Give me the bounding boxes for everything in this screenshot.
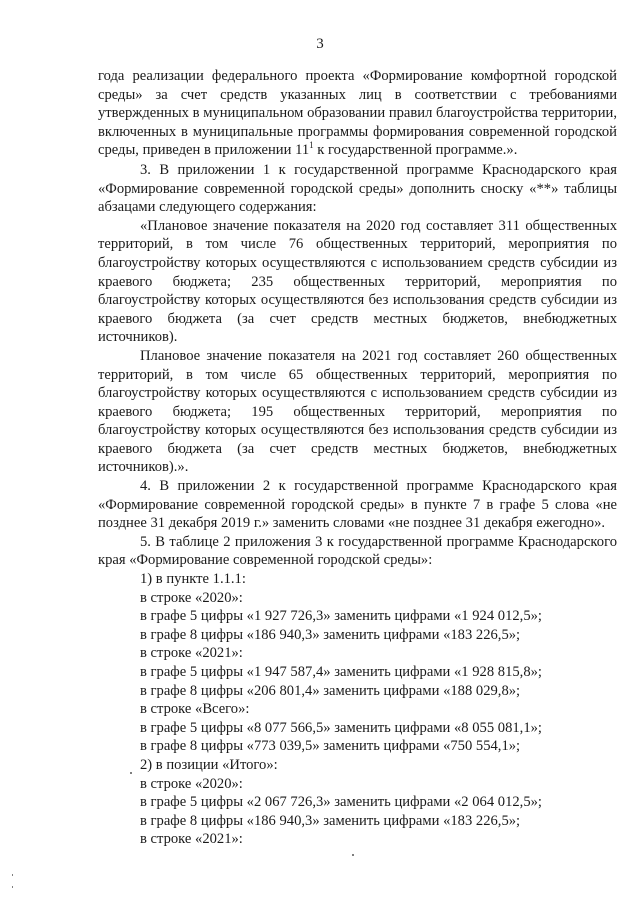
item-5-line: в графе 5 цифры «8 077 566,5» заменить цифрами «8 055 081,1»;: [140, 719, 542, 736]
item-5-line: в строке «2021»:: [140, 645, 243, 662]
item-5-line: в графе 8 цифры «186 940,3» заменить цифрами «183 226,5»;: [140, 626, 521, 643]
item-5-line: в строке «2020»:: [140, 589, 243, 606]
scan-speck: [12, 886, 13, 888]
item-5-line: в строке «Всего»:: [140, 701, 250, 718]
item-5-line: 2) в позиции «Итого»:: [140, 756, 278, 773]
scan-speck: [12, 874, 13, 876]
continuation-text: года реализации федерального проекта «Формирование комфортной городской среды» за счет средств указанных лиц в соответствии с требованиями утвержденных в муниципальном образовании правил благоустройства территории, включенных в муниципальные программы формирования современной городской среды, приведен в приложении 11: [98, 68, 617, 159]
item-5-line: в графе 5 цифры «1 927 726,3» заменить цифрами «1 924 012,5»;: [140, 608, 542, 625]
item-5-line: в графе 8 цифры «773 039,5» заменить цифрами «750 554,1»;: [140, 738, 521, 755]
footnote-mark: 1: [309, 140, 314, 151]
scan-speck: [352, 854, 354, 856]
continuation-tail: к государственной программе.».: [313, 142, 518, 159]
item-5-intro: 5. В таблице 2 приложения 3 к государственной программе Краснодарского края «Формирование современной городской среды»:: [98, 533, 617, 569]
item-5-line: в графе 8 цифры «206 801,4» заменить цифрами «188 029,8»;: [140, 682, 521, 699]
item-5-line: в графе 8 цифры «186 940,3» заменить цифрами «183 226,5»;: [140, 812, 521, 829]
item-5-line: в графе 5 цифры «1 947 587,4» заменить цифрами «1 928 815,8»;: [140, 664, 542, 680]
page-number: 3: [316, 36, 324, 52]
continuation-paragraph: [98, 67, 617, 160]
item-3-intro: 3. В приложении 1 к государственной программе Краснодарского края «Формирование современной городской среды» дополнить сноску «**» таблицы абзацами следующего содержания:: [98, 161, 617, 216]
document-body: [98, 67, 617, 849]
item-4-paragraph: 4. В приложении 2 к государственной программе Краснодарского края «Формирование современной городской среды» в пункте 7 в графе 5 слова «не позднее 31 декабря 2019 г.» заменить словами «не позднее 31 декабря ежегодно».: [98, 478, 617, 532]
scan-speck: [130, 772, 132, 774]
item-5-line: в строке «2020»:: [140, 775, 243, 792]
item-3-paragraph-2021: Плановое значение показателя на 2021 год составляет 260 общественных территорий, в том числе 65 общественных территорий, мероприятия по благоустройству которых осуществляются с использованием средств субсидии из краевого бюджета; 195 общественных территорий, мероприятия по благоустройству которых осуществляются без использования средств субсидии из краевого бюджета (за счет средств местных бюджетов, внебюджетных источников).».: [98, 347, 617, 476]
item-5-line: в строке «2021»:: [140, 831, 243, 848]
item-5-line: в графе 5 цифры «2 067 726,3» заменить цифрами «2 064 012,5»;: [140, 794, 542, 811]
item-3-paragraph-2020: «Плановое значение показателя на 2020 год составляет 311 общественных территорий, в том числе 76 общественных территорий, мероприятия по благоустройству которых осуществляются с использованием средств субсидии из краевого бюджета; 235 общественных территорий, мероприятия по благоустройству которых осуществляются без использования средств субсидии из краевого бюджета (за счет средств местных бюджетов, внебюджетных источников).: [98, 217, 617, 346]
item-5-line: 1) в пункте 1.1.1:: [140, 571, 246, 588]
